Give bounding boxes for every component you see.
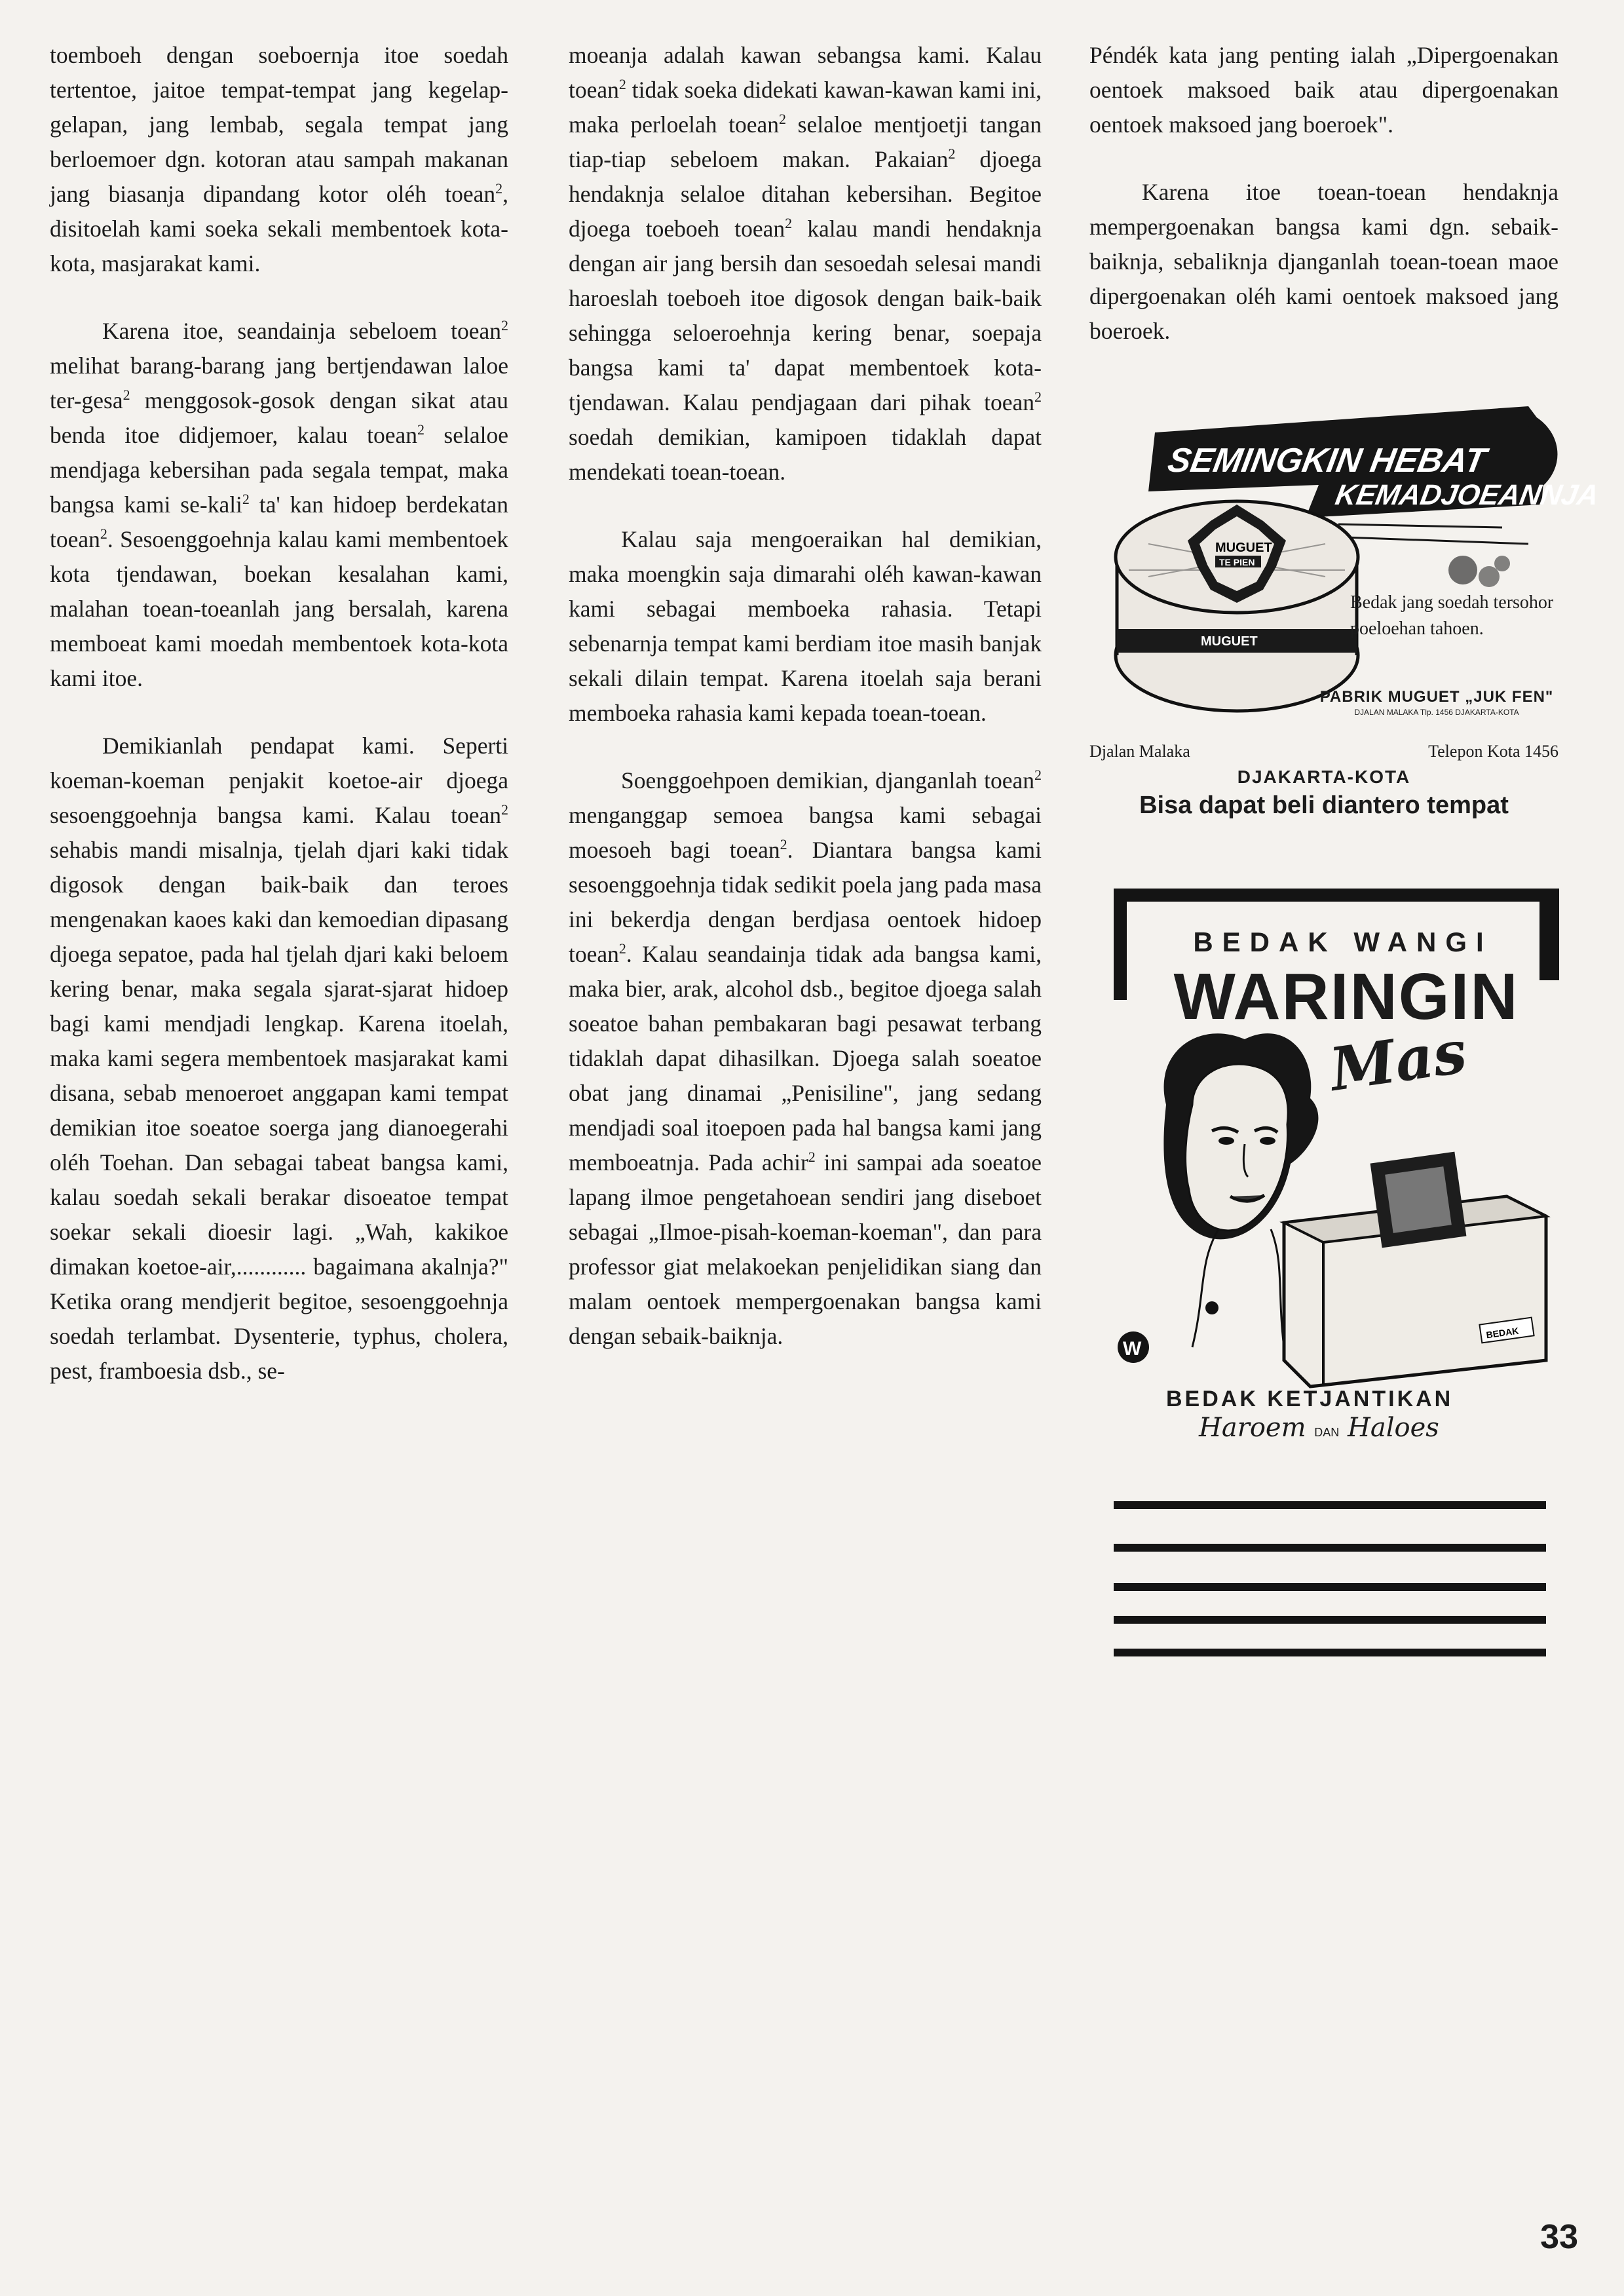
japanese-column-2 bbox=[569, 1419, 1040, 1430]
ad2-slogan-word-2: Haloes bbox=[1348, 1413, 1439, 1443]
ad1-tagline: Bisa dapat beli diantero tempat bbox=[1139, 792, 1509, 819]
ad1-address-street: Djalan Malaka bbox=[1089, 742, 1190, 761]
advertisement-muguet bbox=[1089, 393, 1602, 826]
paragraph: Péndék kata jang penting ialah „Dipergoenakan oentoek maksoed baik atau dipergoenakan oentoek maksoed jang boeroek". bbox=[1089, 42, 1558, 138]
article-column-1 bbox=[50, 38, 508, 1421]
ad2-slogan-word-1: Haroem bbox=[1199, 1413, 1306, 1443]
ad1-address-phone: Telepon Kota 1456 bbox=[1428, 742, 1558, 761]
w-logo-icon: W bbox=[1123, 1338, 1142, 1360]
divider-bar bbox=[1114, 1583, 1546, 1591]
ad2-box-label: BEDAK bbox=[1485, 1325, 1520, 1341]
article-column-2 bbox=[569, 38, 1042, 1387]
divider-bar bbox=[1114, 1501, 1546, 1509]
page-number: 33 bbox=[1540, 2218, 1578, 2256]
paragraph: Karena itoe, seandainja sebeloem toean$^2$ melihat barang-barang jang bertjendawan laloe ter-gesa$^2$ menggosok-gosok dengan sikat atau benda itoe didjemoer, kalau toean$^2$ selaloe mendjaga kebersihan pada segala tempat, maka bangsa kami se-kali$^2$ ta' kan hidoep berdekatan toean$^2$. Sesoenggoehnja kalau kami membentoek kota tjendawan, boekan kesalahan kami, malahan toean-toeanlah jang bersalah, karena memboeat kami moedah membentoek kota-kota kami itoe. bbox=[50, 317, 508, 691]
ad2-header: BEDAK WANGI bbox=[1193, 927, 1493, 957]
ad1-city: DJAKARTA-KOTA bbox=[1237, 767, 1411, 787]
ad2-brand: WARINGIN bbox=[1173, 960, 1519, 1033]
paragraph: Demikianlah pendapat kami. Seperti koeman-koeman penjakit koetoe-air djoega sesoenggoehnja bangsa kami. Kalau toean$^2$ sehabis mandi misalnja, tjelah djari kaki tidak digosok dengan baik-baik dan teroes mengenakan kaoes kaki dan kemoedian dipasang djoega sepatoe, pada hal tjelah djari kaki beloem kering benar, maka segala sjarat-sjarat hidoep bagi kami mendjadi lengkap. Karena itoelah, maka kami segera membentoek masjarakat kami disana, sebab menoeroet anggapan kami tempat demikian itoe soeatoe soerga jang dianoegerahi oléh Toehan. Dan sebagai tabeat bangsa kami, kalau soedah sekali berakar disoeatoe tempat soekar sekali dioesir lagi. „Wah, kakikoe dimakan koetoe-air,............ bagaimana akalnja?" Ketika orang mendjerit begitoe, sesoenggoehnja soedah terlambat. Dysenterie, typhus, cholera, pest, framboesia dsb., se- bbox=[50, 733, 508, 1384]
ad2-slogan-dan: DAN bbox=[1314, 1426, 1340, 1439]
paragraph: Soenggoehpoen demikian, djanganlah toean$^2$ menganggap semoea bangsa kami sebagai moesoeh bagi toean$^2$. Diantara bangsa kami sesoenggoehnja tidak sedikit poela jang pada masa ini bekerdja dengan berdjasa oentoek hidoep toean$^2$. Kalau seandainja tidak ada bangsa kami, maka bier, arak, alcohol dsb., begitoe djoega salah soeatoe bahan pembakaran bagi pesawat terbang tidaklah dapat dihasilkan. Djoega salah soeatoe obat jang dinamai „Penisiline", jang sedang mendjadi soal itoepoen pada hal bangsa kami jang memboeatnja. Pada achir$^2$ ini sampai ada soeatoe lapang ilmoe pengetahoean sendiri jang diseboet sebagai „Ilmoe-pisah-koeman-koeman", dan para professor giat melakoekan penjelidikan siang dan malam oentoek mempergoenakan bangsa kami dengan sebaik-baiknja. bbox=[569, 767, 1042, 1349]
divider-bar bbox=[1114, 1544, 1546, 1552]
ad1-maker: PABRIK MUGUET „JUK FEN" bbox=[1319, 688, 1554, 706]
ad1-maker-address: DJALAN MALAKA Tlp. 1456 DJAKARTA-KOTA bbox=[1354, 708, 1519, 717]
ad2-script-word: Mas bbox=[1325, 1016, 1471, 1105]
paragraph: moeanja adalah kawan sebangsa kami. Kalau toean$^2$ tidak soeka didekati kawan-kawan kami ini, maka perloelah toean$^2$ selaloe mentjoetji tangan tiap-tiap sebeloem makan. Pakaian$^2$ djoega hendaknja selaloe ditahan kebersihan. Begitoe djoega toeboeh toean$^2$ kalau mandi hendaknja dengan air jang bersih dan sesoedah selesai mandi haroeslah toeboeh itoe digosok dengan baik-baik sehingga seloeroehnja kering benar, soepaja bangsa kami ta' dapat membentoek kota-tjendawan. Kalau pendjagaan dari pihak toean$^2$ soedah demikian, kamipoen tidaklah dapat mendekati toean-toean. bbox=[569, 42, 1042, 485]
ad1-box-band: MUGUET bbox=[1201, 634, 1258, 649]
ad1-headline-1: SEMINGKIN HEBAT bbox=[1165, 442, 1489, 480]
paragraph: Kalau saja mengoeraikan hal demikian, maka moengkin saja dimarahi oléh kawan-kawan kami sebagai memboeka rahasia. Tetapi sebenarnja tempat kami berdiam itoe masih banjak sekali dilain tempat. Karena itoelah saja berani memboeka rahasia kami kepada toean-toean. bbox=[569, 526, 1042, 726]
japanese-column-1 bbox=[50, 1419, 521, 1430]
divider-bar bbox=[1114, 1649, 1546, 1656]
paragraph: toemboeh dengan soeboernja itoe soedah tertentoe, jaitoe tempat-tempat jang kegelap-gelapan, jang lembab, segala tempat jang berloemoer dgn. kotoran atau sampah makanan jang biasanja dipandang kotor oléh toean$^2$, disitoelah kami soeka sekali membentoek kota-kota, masjarakat kami. bbox=[50, 42, 508, 277]
advertisement-waringin bbox=[1114, 889, 1559, 1727]
divider-bar bbox=[1114, 1616, 1546, 1624]
ad1-product-name: MUGUET bbox=[1215, 541, 1272, 555]
article-column-3 bbox=[1089, 38, 1558, 381]
japanese-column-3 bbox=[1107, 1419, 1559, 1430]
ad1-headline-2: KEMADJOEANNJA bbox=[1332, 479, 1602, 511]
paragraph: Karena itoe toean-toean hendaknja mempergoenakan bangsa kami dgn. sebaik-baiknja, sebaliknja djanganlah toean-toean maoe dipergoenakan oléh kami oentoek maksoed jang boeroek. bbox=[1089, 179, 1558, 344]
ad1-address bbox=[1089, 742, 1558, 761]
ad1-product-sub: TE PIEN bbox=[1219, 557, 1255, 567]
ad2-slogan: BEDAK KETJANTIKAN bbox=[1166, 1387, 1454, 1411]
muguet-ad-illustration bbox=[1109, 406, 1602, 714]
ad1-side-text: Bedak jang soedah tersohor poeloehan tahoen. bbox=[1350, 592, 1554, 639]
